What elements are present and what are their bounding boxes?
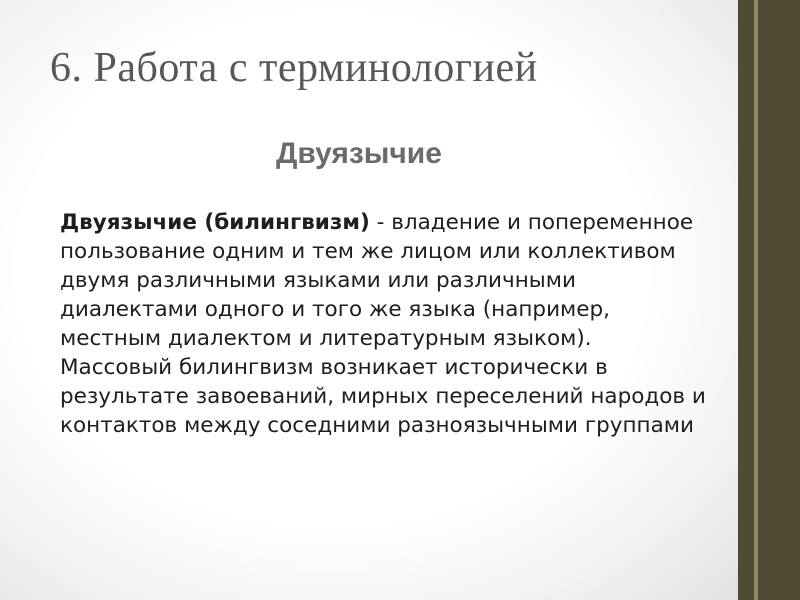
side-accent-stripe — [754, 0, 758, 600]
slide-subtitle: Двуязычие — [276, 137, 442, 170]
term-label: Двуязычие (билингвизм) — [60, 210, 370, 235]
side-accent-bar — [738, 0, 800, 600]
definition-text: - владение и попеременное пользование одним и тем же лицом или коллективом двумя различными языками или различными диалектами одного и того же языка (например, местным диалектом и литературным языком). Массовый билингвизм возникает исторически в результате завоеваний, мирных переселений народов и контактов между соседними разноязычными группами — [60, 210, 706, 438]
slide-title: 6. Работа с терминологией — [50, 45, 538, 91]
definition-paragraph — [60, 208, 710, 440]
